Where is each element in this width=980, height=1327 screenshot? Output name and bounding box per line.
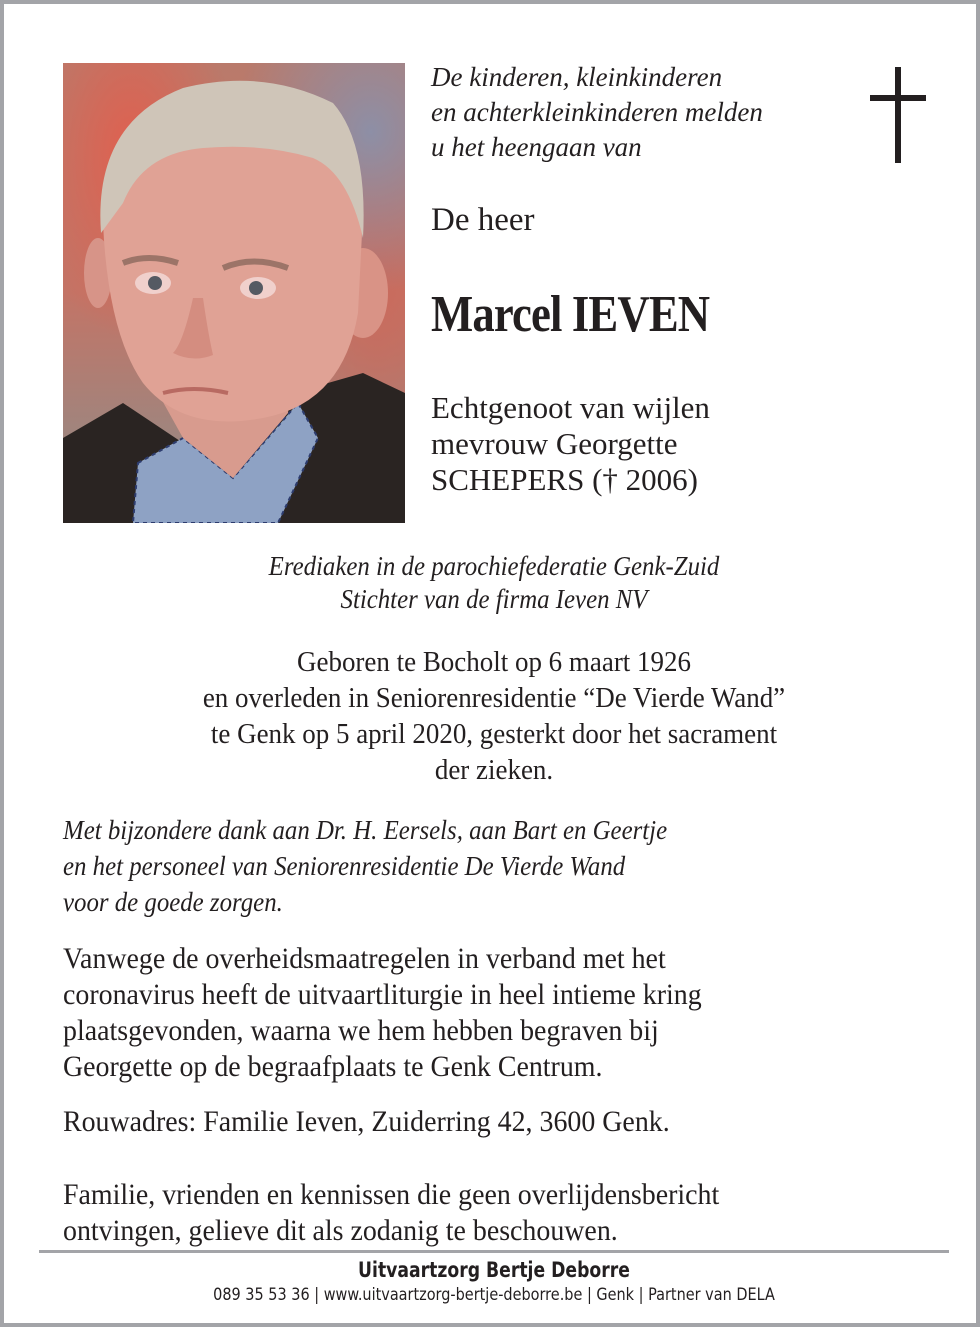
portrait-illustration: [63, 63, 405, 523]
thanks-line: voor de goede zorgen.: [63, 887, 283, 917]
thanks-line: en het personeel van Seniorenresidentie De Vierde Wand: [63, 851, 626, 881]
closing-note: [63, 1177, 881, 1249]
spouse-info: [431, 390, 871, 498]
intro-line: De kinderen, kleinkinderen: [431, 62, 723, 92]
mourning-address: Rouwadres: Familie Ieven, Zuiderring 42, 3600 Genk.: [63, 1105, 670, 1138]
cross-icon: [870, 67, 926, 163]
thanks-note: [63, 812, 873, 920]
funeral-note-line: Georgette op de begraafplaats te Genk Centrum.: [63, 1050, 603, 1083]
thanks-line: Met bijzondere dank aan Dr. H. Eersels, aan Bart en Geertje: [63, 815, 668, 845]
spouse-line: Echtgenoot van wijlen: [431, 390, 710, 425]
dates-line: der zieken.: [434, 754, 554, 786]
dates-line: Geboren te Bocholt op 6 maart 1926: [297, 646, 691, 678]
roles: [80, 550, 908, 616]
closing-line: ontvingen, gelieve dit als zodanig te beschouwen.: [63, 1214, 618, 1247]
funeral-note-line: Vanwege de overheidsmaatregelen in verband met het: [63, 942, 666, 975]
spouse-line: SCHEPERS († 2006): [431, 462, 698, 497]
cross-horizontal-bar: [870, 95, 926, 101]
funeral-home-contact: 089 35 53 36 | www.uitvaartzorg-bertje-deborre.be | Genk | Partner van DELA: [213, 1285, 775, 1305]
dates-line: te Genk op 5 april 2020, gesterkt door het sacrament: [210, 718, 778, 750]
funeral-note-line: plaatsgevonden, waarna we hem hebben begraven bij: [63, 1014, 659, 1047]
closing-line: Familie, vrienden en kennissen die geen overlijdensbericht: [63, 1178, 720, 1211]
role-line: Stichter van de firma Ieven NV: [340, 584, 648, 614]
funeral-note-line: coronavirus heeft de uitvaartliturgie in heel intieme kring: [63, 978, 702, 1011]
portrait-photo: [63, 63, 405, 523]
funeral-home-name: Uitvaartzorg Bertje Deborre: [358, 1258, 630, 1282]
deceased-name: Marcel IEVEN: [431, 286, 710, 343]
spouse-line: mevrouw Georgette: [431, 426, 678, 461]
dates-line: en overleden in Seniorenresidentie “De Vierde Wand”: [202, 682, 786, 714]
family-announcement: [431, 60, 851, 165]
funeral-note: [63, 941, 881, 1085]
cross-vertical-bar: [895, 67, 901, 163]
role-line: Erediaken in de parochiefederatie Genk-Zuid: [268, 551, 720, 581]
title-prefix: De heer: [431, 202, 535, 238]
footer-divider: [39, 1250, 949, 1253]
intro-line: u het heengaan van: [431, 132, 642, 162]
life-dates: [76, 644, 913, 788]
intro-line: en achterkleinkinderen melden: [431, 97, 763, 127]
